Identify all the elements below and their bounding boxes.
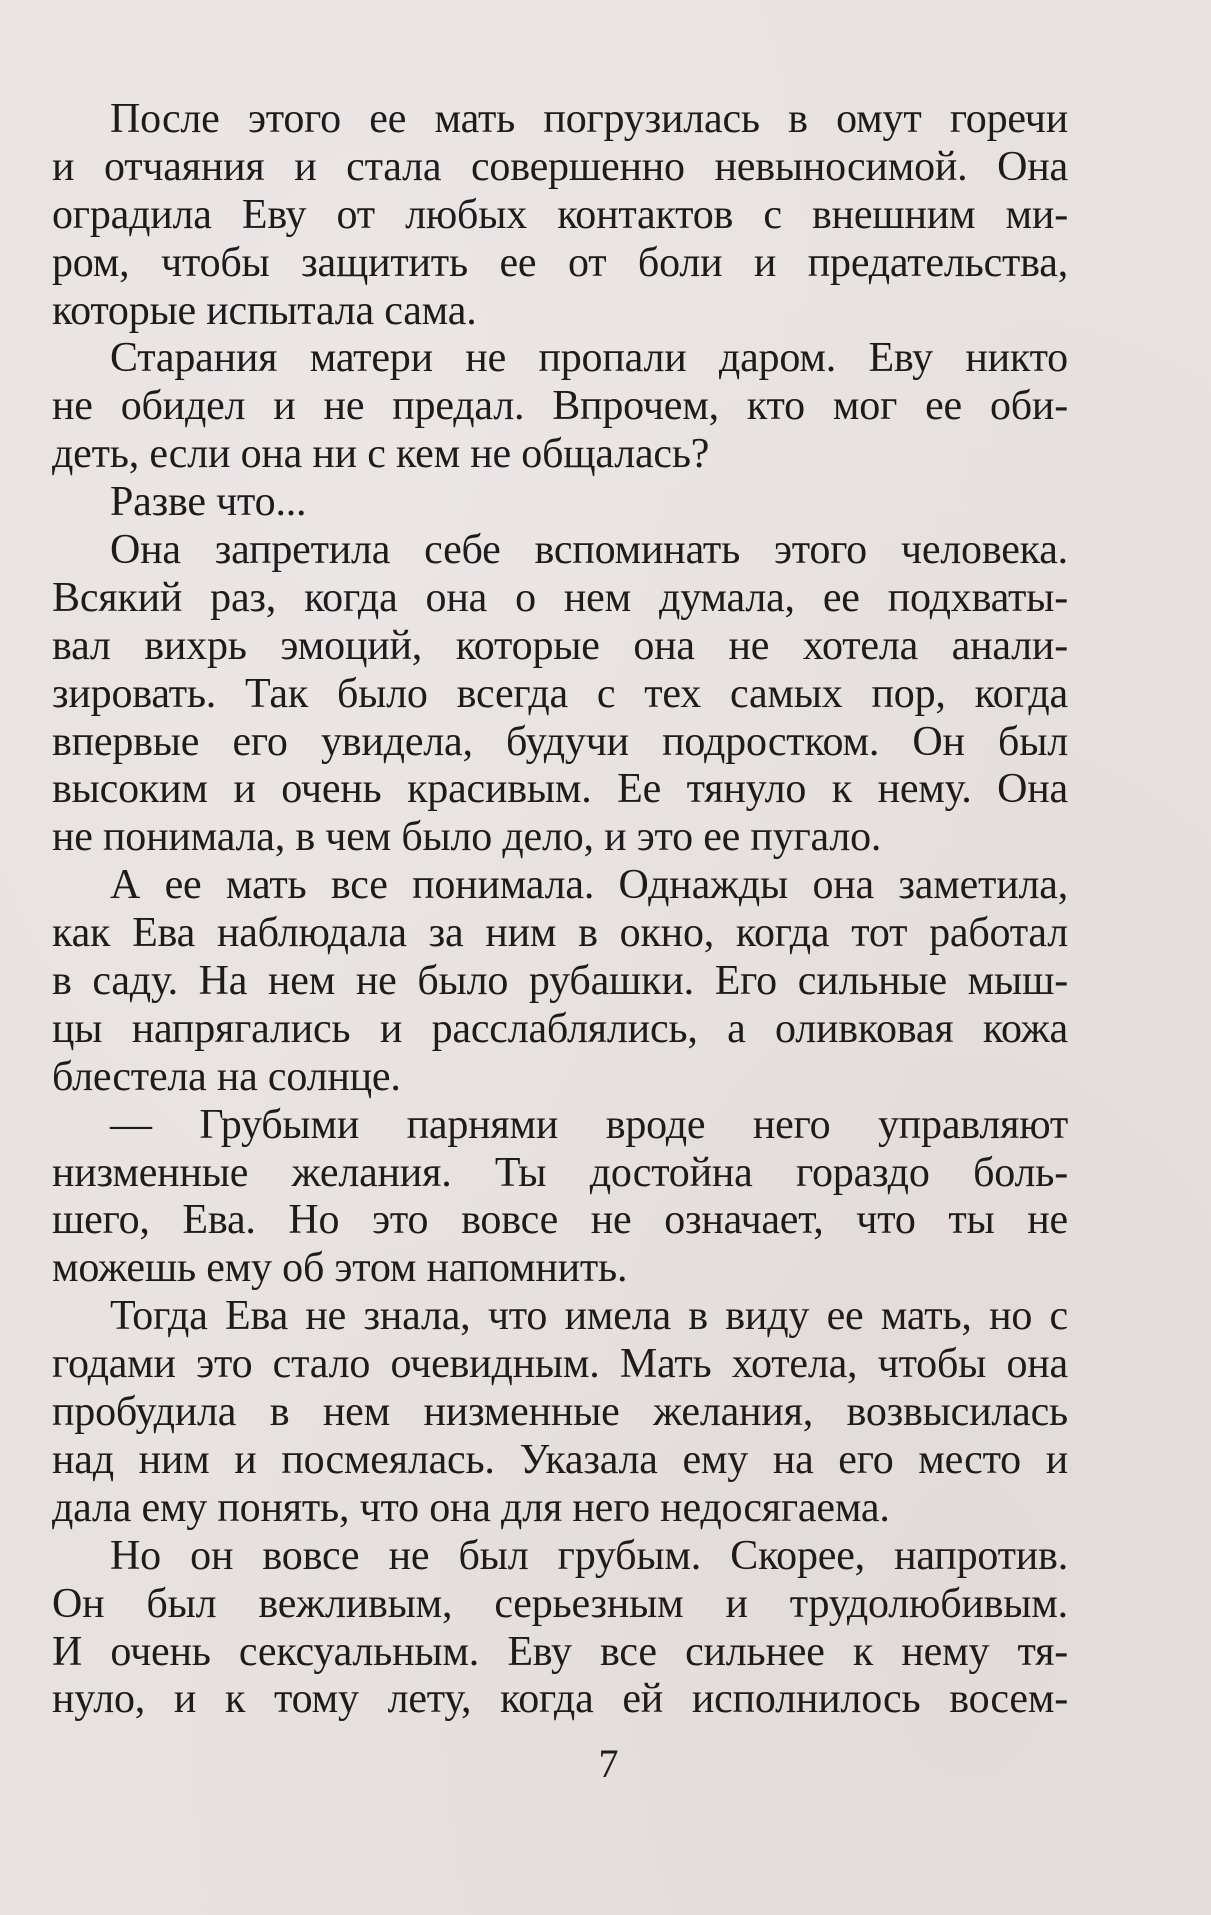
text-line: нуло, и к тому лету, когда ей исполнилось восем-: [52, 1676, 1068, 1723]
text-line: Она запретила себе вспоминать этого человека.: [110, 527, 1068, 574]
text-line: Старания матери не пропали даром. Еву никто: [110, 335, 1068, 382]
body-text: [52, 96, 1068, 1724]
text-line: и отчаяния и стала совершенно невыносимой. Она: [52, 143, 1068, 190]
text-line: блестела на солнце.: [52, 1053, 401, 1100]
text-line: зировать. Так было всегда с тех самых пор, когда: [52, 670, 1068, 717]
text-line: не обидел и не предал. Впрочем, кто мог ее оби-: [52, 383, 1068, 430]
text-line: высоким и очень красивым. Ее тянуло к нему. Она: [52, 766, 1068, 813]
text-line: Всякий раз, когда она о нем думала, ее подхваты-: [52, 574, 1068, 621]
text-line: которые испытала сама.: [52, 287, 477, 334]
text-line: оградила Еву от любых контактов с внешним ми-: [52, 191, 1068, 238]
page-number: 7: [598, 1741, 619, 1786]
text-line: цы напрягались и расслаблялись, а оливковая кожа: [52, 1005, 1068, 1052]
paragraph-8: [52, 1533, 1068, 1725]
text-line: деть, если она ни с кем не общалась?: [52, 431, 710, 478]
paragraph-6-dialogue: [52, 1102, 1068, 1294]
paragraph-1: [52, 96, 1068, 335]
text-line: ром, чтобы защитить ее от боли и предательства,: [52, 239, 1068, 286]
text-line: А ее мать все понимала. Однажды она заметила,: [110, 862, 1068, 909]
text-line: годами это стало очевидным. Мать хотела, чтобы она: [52, 1341, 1068, 1388]
text-line: После этого ее мать погрузилась в омут горечи: [110, 96, 1068, 142]
text-line: в саду. На нем не было рубашки. Его сильные мыш-: [52, 958, 1068, 1005]
text-line: низменные желания. Ты достойна гораздо боль-: [52, 1149, 1068, 1196]
paragraph-7: [52, 1293, 1068, 1532]
text-line: И очень сексуальным. Еву все сильнее к нему тя-: [52, 1628, 1068, 1675]
text-line: вал вихрь эмоций, которые она не хотела анали-: [52, 622, 1068, 669]
text-line: Он был вежливым, серьезным и трудолюбивым.: [52, 1580, 1068, 1627]
text-line: Тогда Ева не знала, что имела в виду ее мать, но с: [110, 1293, 1068, 1340]
text-line: не понимала, в чем было дело, и это ее пугало.: [52, 814, 882, 861]
text-line: впервые его увидела, будучи подростком. Он был: [52, 718, 1068, 765]
text-line: дала ему понять, что она для него недосягаема.: [52, 1484, 890, 1531]
text-line: шего, Ева. Но это вовсе не означает, что ты не: [52, 1197, 1068, 1244]
text-line: как Ева наблюдала за ним в окно, когда тот работал: [52, 910, 1068, 957]
text-line: — Грубыми парнями вроде него управляют: [110, 1101, 1068, 1148]
paragraph-3: [52, 479, 1068, 527]
text-line: пробудила в нем низменные желания, возвысилась: [52, 1389, 1068, 1436]
paragraph-2: [52, 335, 1068, 479]
paragraph-5: [52, 862, 1068, 1101]
text-line: над ним и посмеялась. Указала ему на его место и: [52, 1436, 1068, 1483]
text-line: Разве что...: [110, 479, 307, 526]
text-line: Но он вовсе не был грубым. Скорее, напротив.: [110, 1532, 1068, 1579]
paragraph-4: [52, 527, 1068, 862]
text-line: можешь ему об этом напомнить.: [52, 1245, 628, 1292]
